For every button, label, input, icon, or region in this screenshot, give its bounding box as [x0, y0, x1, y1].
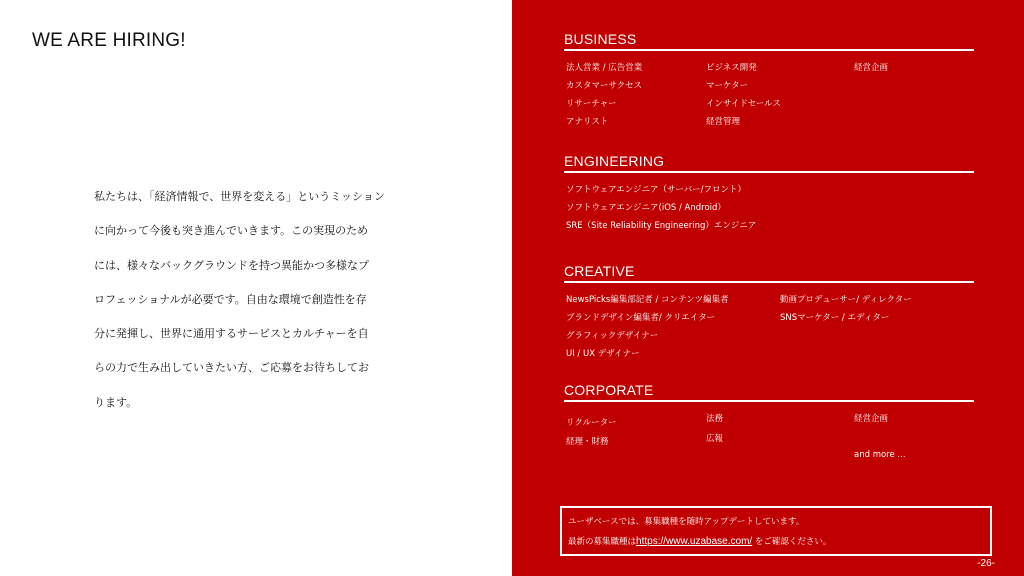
- job-item: 経営管理: [706, 117, 741, 127]
- job-item: ソフトウェアエンジニア(iOS / Android）: [566, 203, 726, 213]
- intro-line: 分に発揮し、世界に通用するサービスとカルチャーを自: [94, 327, 369, 341]
- intro-line: ロフェッショナルが必要です。自由な環境で創造性を存: [94, 292, 367, 306]
- recruit-link[interactable]: https://www.uzabase.com/: [636, 536, 753, 547]
- job-item: SNSマーケター / エディター: [780, 313, 890, 323]
- job-item: マーケター: [706, 81, 749, 91]
- job-item: 動画プロデューサー/ ディレクター: [780, 295, 912, 305]
- notice-line: ユーザベースでは、募集職種を随時アップデートしています。: [568, 517, 805, 527]
- intro-line: には、様々なバックグラウンドを持つ異能かつ多様なプ: [94, 258, 369, 272]
- and-more-label: and more ...: [854, 450, 906, 460]
- job-item: 広報: [706, 434, 724, 444]
- job-item: 経理・財務: [566, 437, 609, 447]
- section-creative: [564, 263, 974, 371]
- intro-line: に向かって今後も突き進んでいきます。この実現のため: [94, 224, 369, 238]
- intro-line: ります。: [94, 395, 138, 409]
- section-corporate: [564, 382, 974, 470]
- job-item: インサイドセールス: [706, 99, 781, 109]
- intro-line: 私たちは、「経済情報で、世界を変える」というミッション: [94, 190, 385, 203]
- page-number: -26-: [977, 558, 995, 569]
- section-title: CORPORATE: [564, 382, 974, 402]
- section-title: ENGINEERING: [564, 153, 974, 173]
- notice-prefix: 最新の募集職種は: [568, 537, 637, 547]
- job-item: 法務: [706, 414, 724, 424]
- job-item: 経営企画: [854, 414, 889, 424]
- job-item: ブランドデザイン編集者/ クリエイター: [566, 313, 716, 323]
- intro-line: らの力で生み出していきたい方、ご応募をお待ちしてお: [94, 361, 369, 375]
- job-item: グラフィックデザイナー: [566, 331, 659, 341]
- positions-panel: [512, 0, 1024, 576]
- section-title: BUSINESS: [564, 31, 974, 51]
- notice-line: [568, 535, 990, 555]
- job-item: リサーチャー: [566, 99, 617, 109]
- job-item: ソフトウェアエンジニア（サーバー/フロント）: [566, 185, 746, 195]
- job-item: リクルーター: [566, 418, 617, 428]
- job-item: SRE（Site Reliability Engineering）エンジニア: [566, 221, 757, 231]
- job-item: アナリスト: [566, 117, 609, 127]
- section-business: [564, 31, 974, 139]
- intro-text: [94, 190, 424, 430]
- job-item: ビジネス開発: [706, 63, 757, 73]
- job-item: UI / UX デザイナー: [566, 349, 640, 359]
- job-item: 経営企画: [854, 63, 889, 73]
- job-item: 法人営業 / 広告営業: [566, 63, 643, 73]
- notice-suffix: をご確認ください。: [752, 537, 832, 547]
- section-engineering: [564, 153, 974, 241]
- update-notice: [560, 506, 992, 556]
- page-title: WE ARE HIRING!: [32, 30, 186, 51]
- job-item: カスタマーサクセス: [566, 81, 643, 91]
- section-title: CREATIVE: [564, 263, 974, 283]
- job-item: NewsPicks編集部記者 / コンテンツ編集者: [566, 295, 729, 305]
